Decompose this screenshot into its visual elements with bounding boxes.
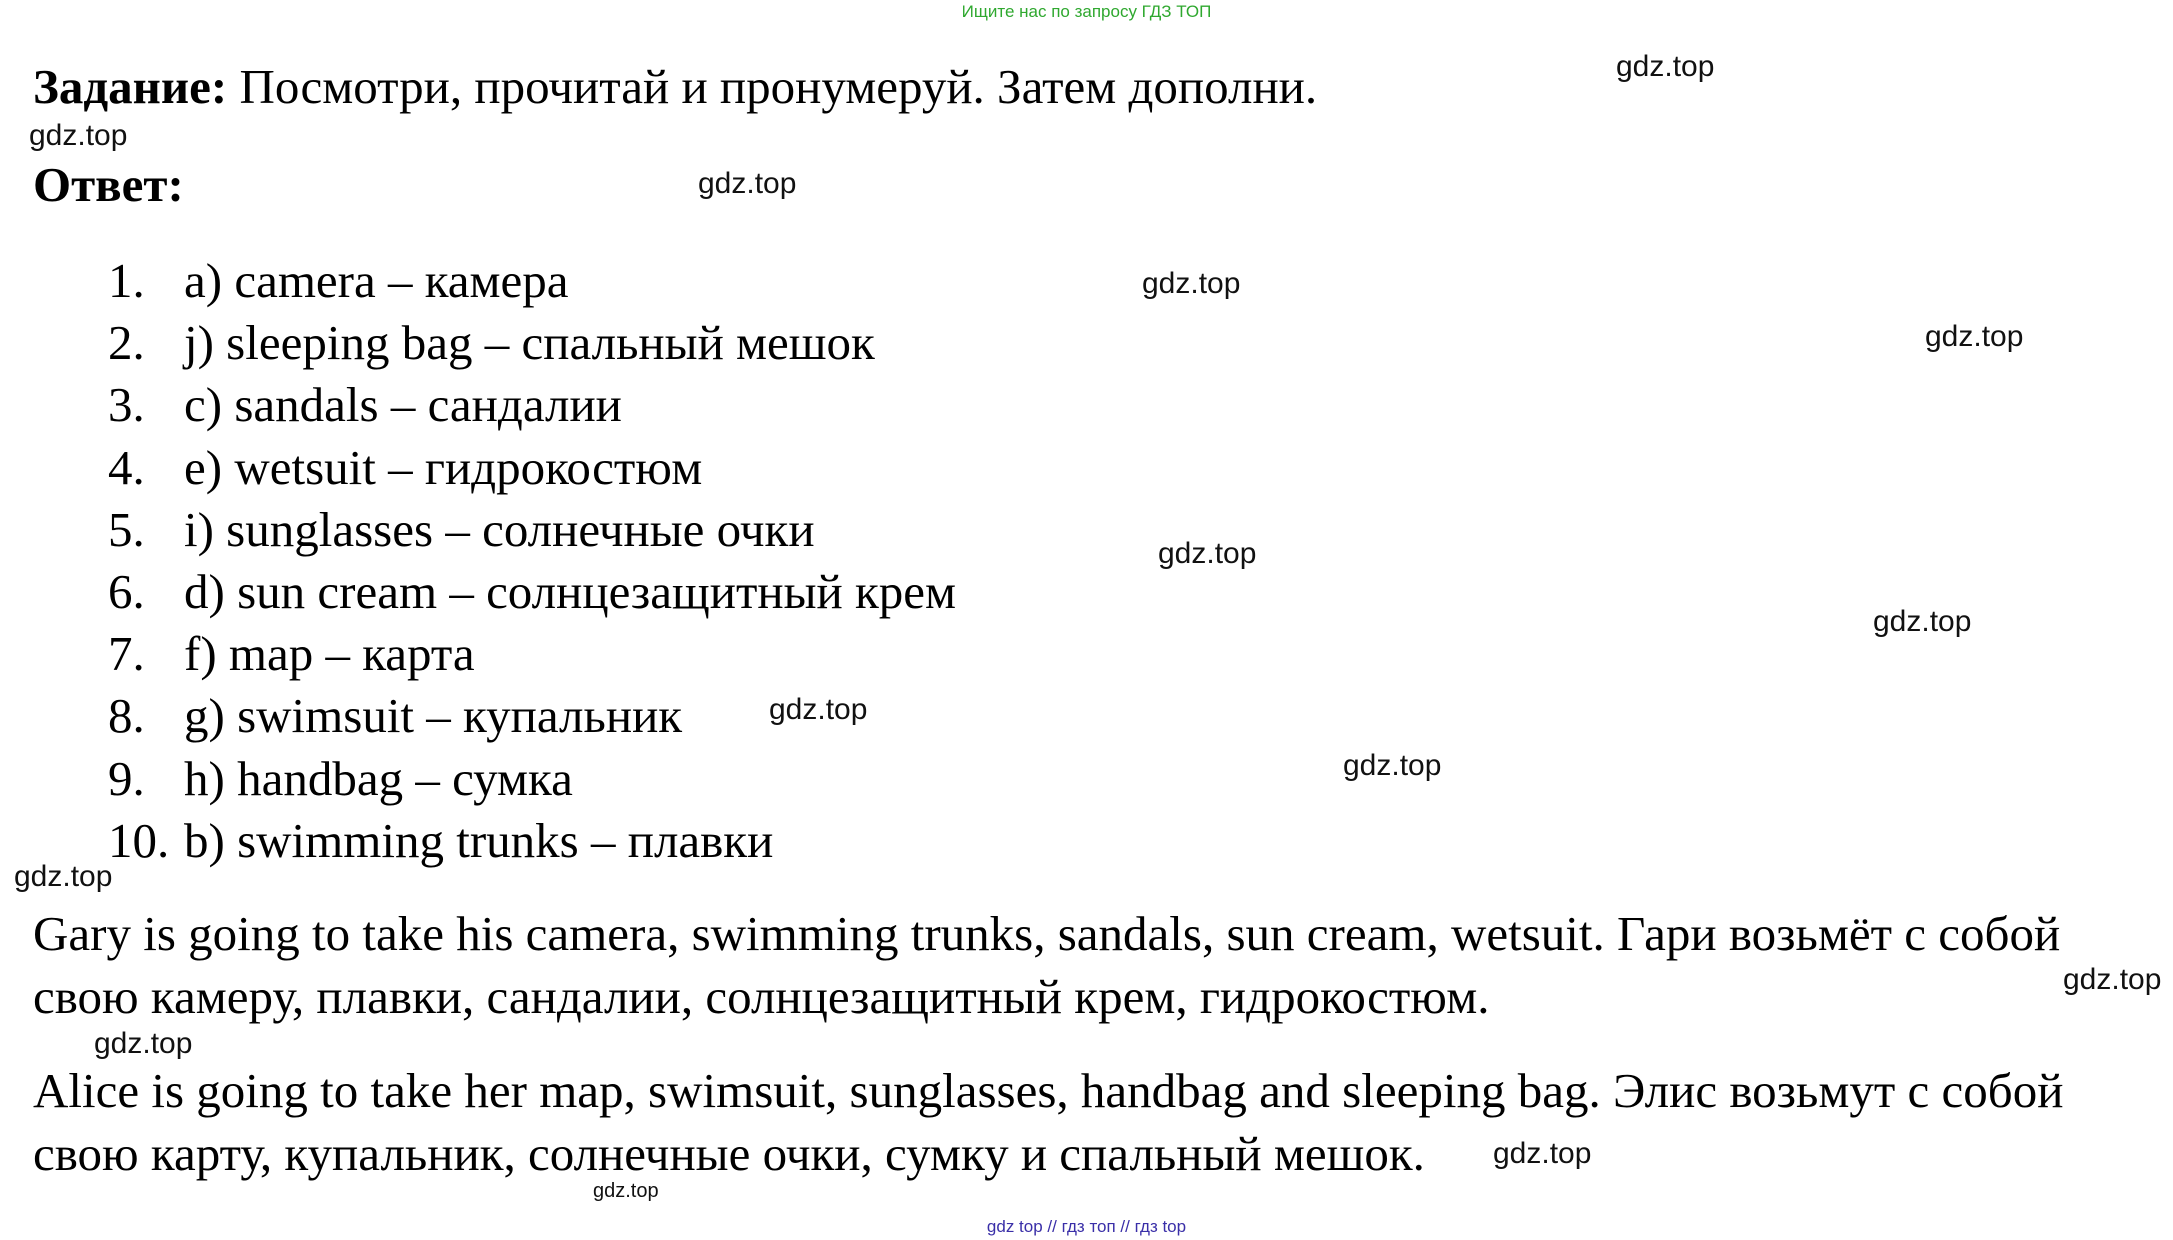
list-item xyxy=(108,561,956,623)
footer-watermark: gdz top // гдз топ // гдз top xyxy=(986,1217,1187,1236)
search-banner: Ищите нас по запросу ГДЗ ТОП xyxy=(961,2,1212,21)
item-text: j) sleeping bag – спальный мешок xyxy=(184,315,875,371)
list-item xyxy=(108,748,956,810)
item-number: 7. xyxy=(108,626,145,682)
list-item xyxy=(108,374,956,436)
item-text: c) sandals – сандалии xyxy=(184,377,622,433)
item-number: 6. xyxy=(108,563,145,619)
watermark: gdz.top xyxy=(94,1027,193,1060)
item-text: f) map – карта xyxy=(184,626,475,682)
paragraph-line: свою камеру, плавки, сандалии, солнцезащитный крем, гидрокостюм. xyxy=(33,969,1490,1024)
item-text: h) handbag – сумка xyxy=(184,750,573,806)
item-text: g) swimsuit – купальник xyxy=(184,688,683,744)
item-number: 9. xyxy=(108,750,145,806)
list-item xyxy=(108,250,956,312)
item-number: 8. xyxy=(108,688,145,744)
item-number: 3. xyxy=(108,377,145,433)
watermark: gdz.top xyxy=(1873,605,1972,638)
list-item xyxy=(108,499,956,561)
item-number: 4. xyxy=(108,439,145,495)
task-statement xyxy=(33,58,1317,115)
watermark: gdz.top xyxy=(14,860,113,893)
task-text: Посмотри, прочитай и пронумеруй. Затем дополни. xyxy=(239,59,1318,114)
paragraph-line: свою карту, купальник, солнечные очки, сумку и спальный мешок. xyxy=(33,1126,1425,1181)
item-text: e) wetsuit – гидрокостюм xyxy=(184,439,703,495)
watermark: gdz.top xyxy=(1493,1137,1592,1170)
paragraph-gary xyxy=(33,902,2153,1028)
watermark: gdz.top xyxy=(1158,537,1257,570)
item-number: 5. xyxy=(108,501,145,557)
item-text: a) camera – камера xyxy=(184,253,569,308)
watermark: gdz.top xyxy=(698,167,797,200)
paragraph-line: Gary is going to take his camera, swimming trunks, sandals, sun cream, wetsuit. Гари возьмёт с собой xyxy=(33,906,2061,961)
watermark: gdz.top xyxy=(769,693,868,726)
answer-list xyxy=(108,250,956,872)
list-item xyxy=(108,437,956,499)
answer-heading xyxy=(33,156,184,213)
watermark: gdz.top xyxy=(593,1180,659,1202)
item-number: 2. xyxy=(108,315,145,371)
list-item xyxy=(108,810,956,872)
task-label: Задание: xyxy=(33,59,228,114)
watermark: gdz.top xyxy=(2063,963,2162,996)
watermark: gdz.top xyxy=(1925,320,2024,353)
answer-label: Ответ: xyxy=(33,157,184,212)
list-item xyxy=(108,312,956,374)
watermark: gdz.top xyxy=(1616,50,1715,83)
item-text: d) sun cream – солнцезащитный крем xyxy=(184,563,957,619)
list-item xyxy=(108,623,956,685)
item-number: 10. xyxy=(108,812,170,868)
item-number: 1. xyxy=(108,253,145,308)
item-text: b) swimming trunks – плавки xyxy=(184,812,774,868)
paragraph-alice xyxy=(33,1059,2153,1185)
paragraph-line: Alice is going to take her map, swimsuit, sunglasses, handbag and sleeping bag. Элис возьмут с собой xyxy=(33,1063,2064,1118)
watermark: gdz.top xyxy=(29,119,128,152)
watermark: gdz.top xyxy=(1142,267,1241,300)
item-text: i) sunglasses – солнечные очки xyxy=(184,501,815,557)
watermark: gdz.top xyxy=(1343,749,1442,782)
